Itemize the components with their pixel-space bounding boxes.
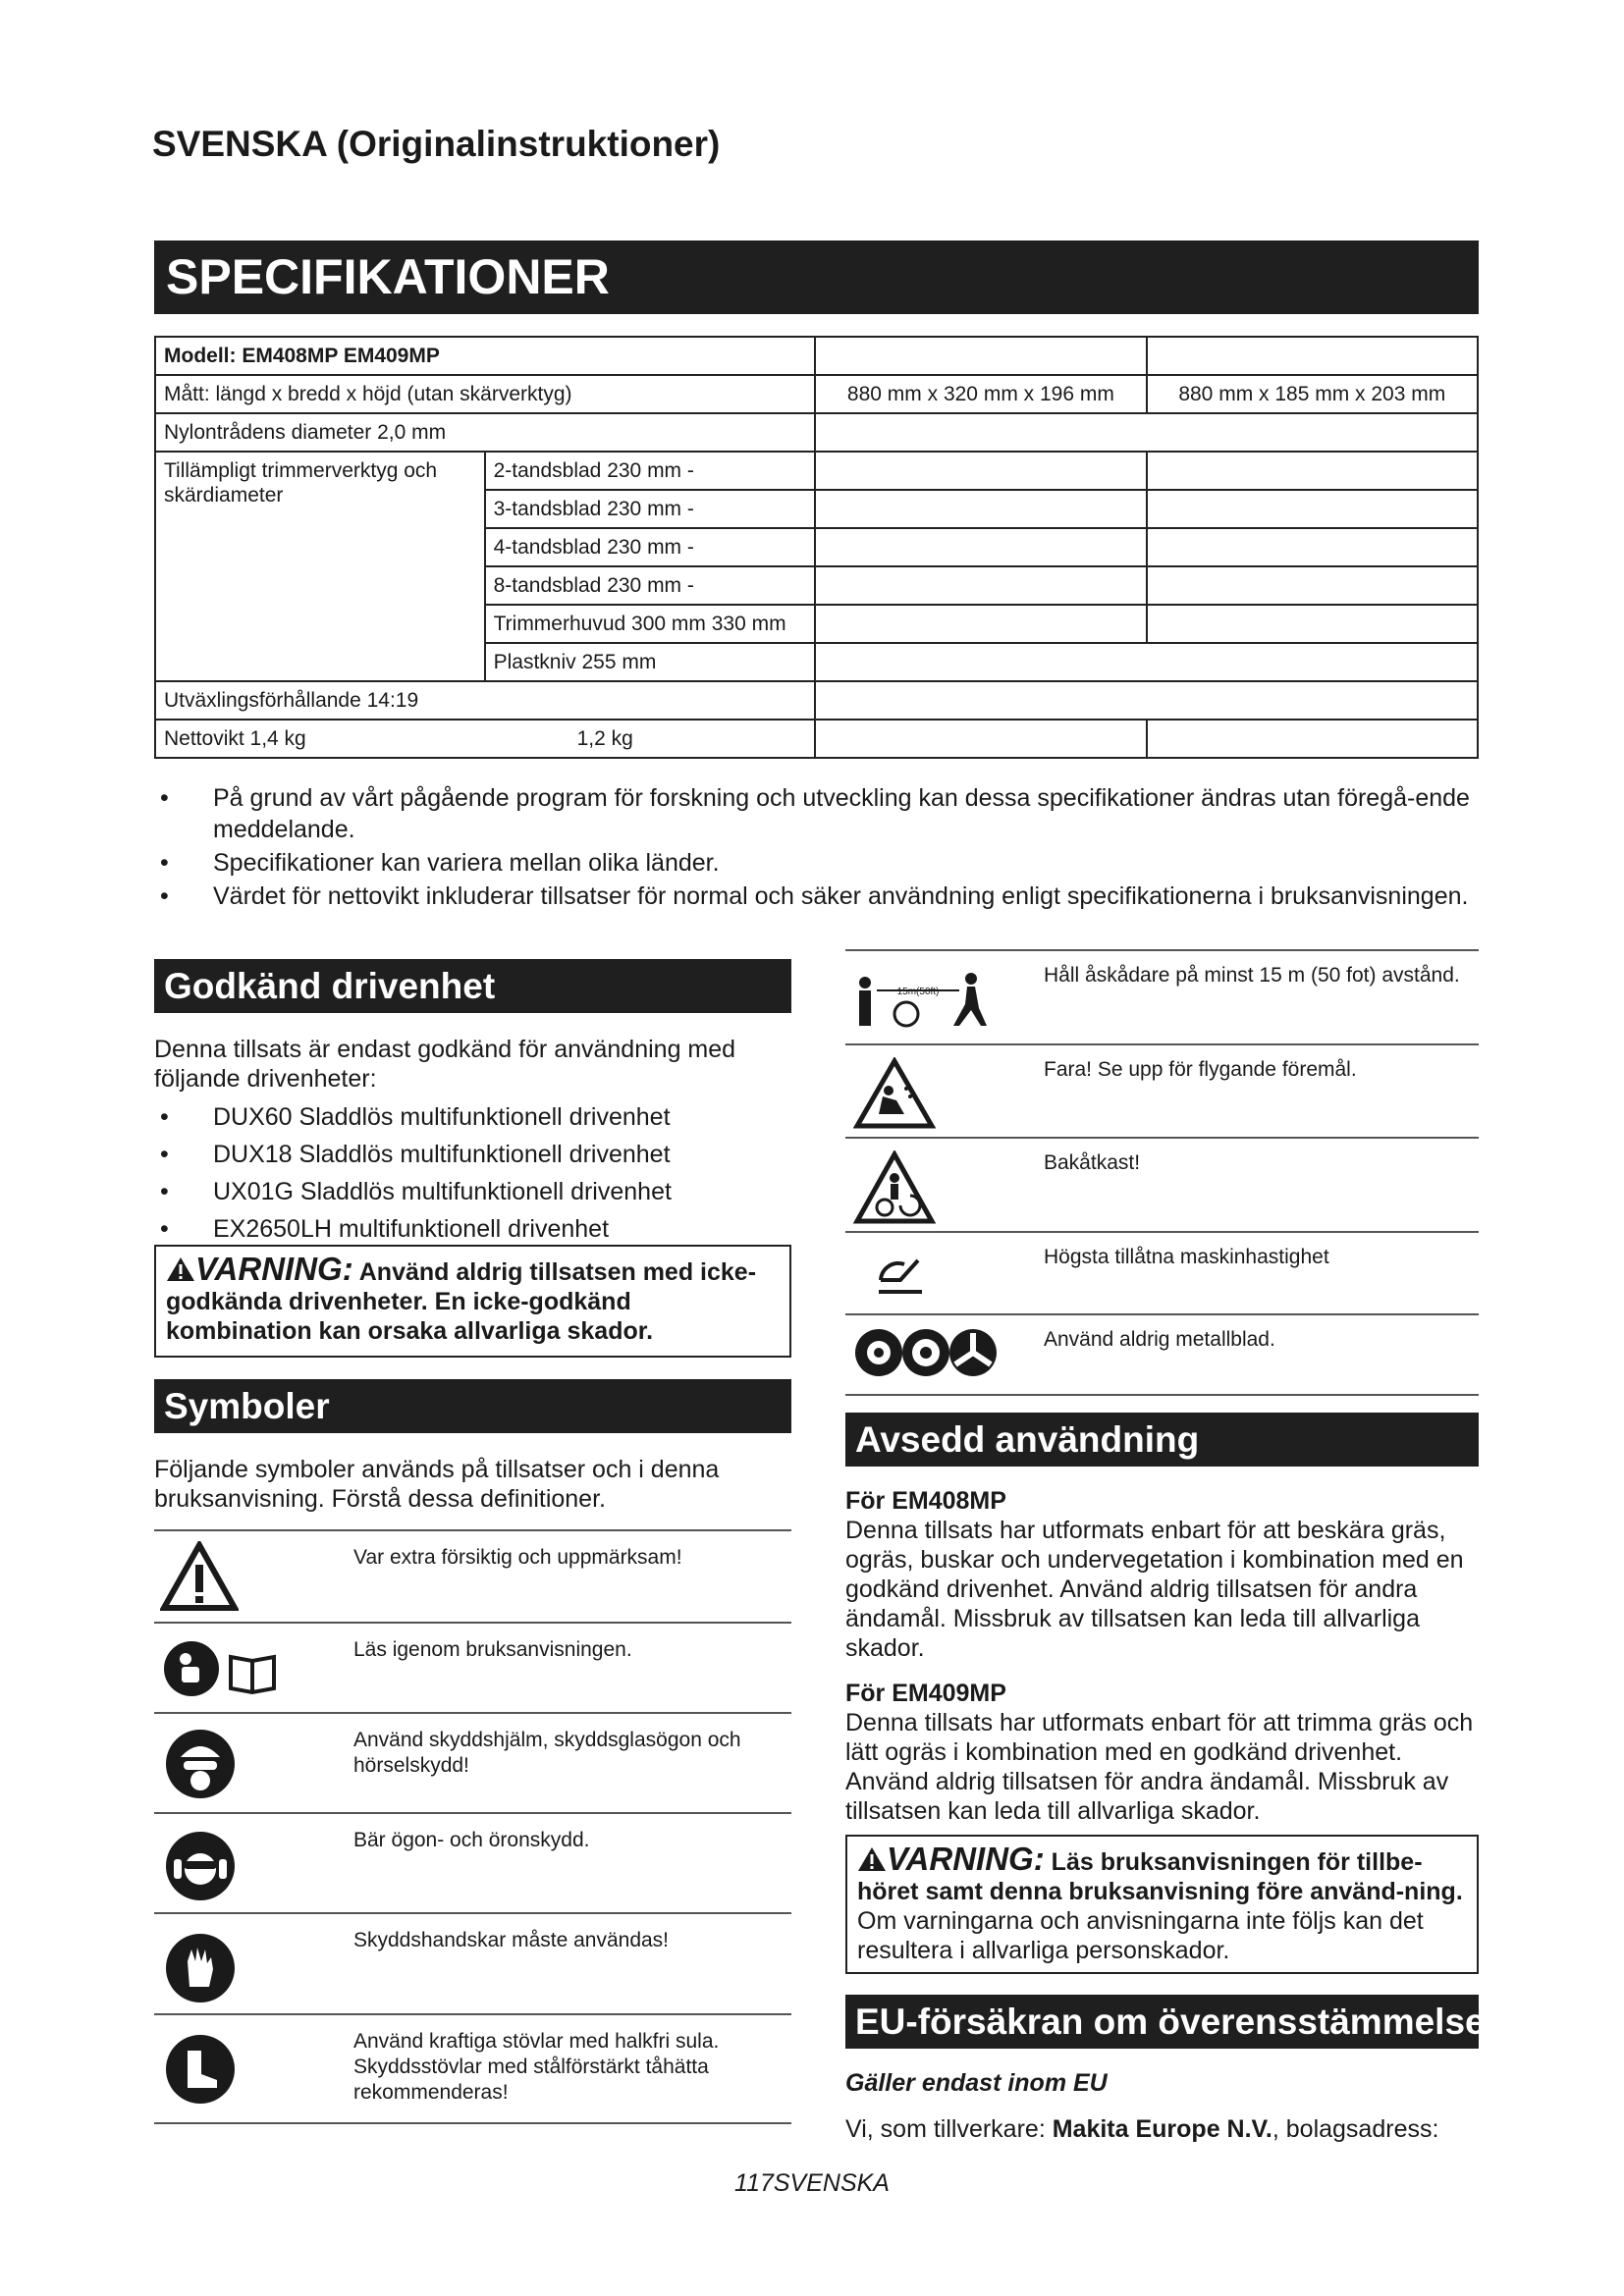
no-metal-blade-icon [853, 1325, 1001, 1380]
dimensions-label: Mått: längd x bredd x höjd (utan skärverktyg) [155, 375, 815, 413]
list-item: • DUX60 Sladdlös multifunktionell drivenhet [154, 1099, 783, 1135]
warning-triangle-icon [166, 1256, 195, 1282]
symbol-row [154, 1912, 791, 2015]
eu-company: Makita Europe N.V. [1052, 2115, 1272, 2143]
warning-text: Använd aldrig tillsatsen med icke-godkända drivenheter. En icke-godkänd kombination kan orsaka allvarliga skador. [166, 1258, 757, 1345]
symbol-row [154, 1712, 791, 1814]
gloves-icon [164, 1932, 237, 2004]
symbol-text: Använd kraftiga stövlar med halkfri sula. Skyddsstövlar med stålförstärkt tåhätta rekommenderas! [353, 2030, 720, 2104]
tool-cell: 4-tandsblad 230 mm - [485, 528, 816, 566]
em408-text: Denna tillsats har utformats enbart för att beskära gräs, ogräs, buskar och undervegetation i kombination med en godkänd drivenhet. Använd aldrig tillsatsen för andra ändamål. Missbruk av tillsatsen kan leda till allvarliga skador. [845, 1517, 1464, 1662]
page-number: 117SVENSKA [734, 2169, 890, 2197]
eu-text [845, 2114, 1484, 2144]
warning-word: VARNING: [195, 1251, 353, 1287]
symbol-row [154, 1812, 791, 1914]
gear-cell: Utväxlingsförhållande 14:19 [155, 681, 815, 720]
em409-heading: För EM409MP [845, 1680, 1006, 1707]
nylon-cell: Nylontrådens diameter 2,0 mm [155, 413, 815, 452]
table-cell [815, 643, 1478, 681]
specification-notes [154, 782, 1479, 914]
symbol-row [845, 949, 1479, 1045]
symbol-row [845, 1313, 1479, 1396]
eu-text-prefix: Vi, som tillverkare: [845, 2115, 1046, 2143]
read-manual-icon [162, 1637, 280, 1700]
symbol-row [154, 2013, 791, 2124]
table-cell [815, 528, 1146, 566]
list-item: • På grund av vårt pågående program för forskning och utveckling kan dessa specifikationer ändras utan föregå-ende meddelande. [154, 782, 1479, 845]
list-item: • Specifikationer kan variera mellan olika länder. [154, 847, 1479, 879]
symbol-text: Använd skyddshjälm, skyddsglasögon och hörselskydd! [353, 1729, 741, 1777]
table-cell [1147, 452, 1478, 490]
weight-second: 1,2 kg [576, 726, 633, 750]
symbol-text: Bakåtkast! [1044, 1151, 1141, 1174]
symbol-row [845, 1231, 1479, 1315]
weight-cell [155, 720, 815, 758]
table-cell [1147, 490, 1478, 528]
table-cell [815, 337, 1146, 375]
table-cell [1147, 528, 1478, 566]
tool-cell: 8-tandsblad 230 mm - [485, 566, 816, 605]
tool-cell: 3-tandsblad 230 mm - [485, 490, 816, 528]
approved-title: Godkänd drivenhet [154, 959, 791, 1013]
table-cell [815, 566, 1146, 605]
specifications-table [154, 336, 1479, 759]
table-row [155, 337, 1478, 375]
language-heading: SVENSKA (Originalinstruktioner) [152, 124, 721, 164]
approved-intro: Denna tillsats är endast godkänd för användning med följande drivenheter: [154, 1036, 736, 1093]
table-cell [815, 490, 1146, 528]
symbol-row [154, 1622, 791, 1714]
symbol-row [154, 1529, 791, 1624]
eye-ear-protection-icon [164, 1830, 237, 1902]
dimensions-em409: 880 mm x 185 mm x 203 mm [1147, 375, 1478, 413]
max-speed-icon [875, 1247, 926, 1302]
list-item: • Värdet för nettovikt inkluderar tillsatser för normal och säker användning enligt specifikationerna i bruksanvisningen. [154, 881, 1479, 912]
list-item: • UX01G Sladdlös multifunktionell drivenhet [154, 1174, 783, 1209]
eu-scope: Gäller endast inom EU [845, 2069, 1108, 2097]
table-row [155, 452, 1478, 490]
keep-distance-icon [851, 969, 999, 1032]
tool-cell: Trimmerhuvud 300 mm 330 mm [485, 605, 816, 643]
tool-cell: 2-tandsblad 230 mm - [485, 452, 816, 490]
table-cell [815, 605, 1146, 643]
model-cell: Modell: EM408MP EM409MP [155, 337, 815, 375]
symbol-row [845, 1137, 1479, 1233]
table-row [155, 720, 1478, 758]
distance-label: 15m(50ft) [896, 987, 940, 997]
intended-use-warning [845, 1835, 1479, 1974]
symbol-text: Använd aldrig metallblad. [1044, 1328, 1275, 1351]
warning-triangle-icon [160, 1541, 239, 1612]
table-cell [1147, 720, 1478, 758]
eu-text-suffix: , bolagsadress: [1272, 2115, 1439, 2143]
table-cell [1147, 566, 1478, 605]
tools-label: Tillämpligt trimmerverktyg och skärdiameter [155, 452, 485, 681]
table-cell [1147, 337, 1478, 375]
table-row [155, 681, 1478, 720]
boots-icon [164, 2033, 237, 2106]
symbols-intro: Följande symboler används på tillsatser och i denna bruksanvisning. Förstå dessa definitioner. [154, 1456, 720, 1513]
approved-units-list [154, 1099, 783, 1249]
symbol-row [845, 1043, 1479, 1139]
list-item: • EX2650LH multifunktionell drivenhet [154, 1211, 783, 1247]
symbol-text: Högsta tillåtna maskinhastighet [1044, 1246, 1329, 1268]
list-item: • DUX18 Sladdlös multifunktionell drivenhet [154, 1137, 783, 1172]
warning-bold-text: Läs bruksanvisningen för tillbe-höret samt denna bruksanvisning före använd-ning. [857, 1848, 1463, 1905]
symbol-text: Skyddshandskar måste användas! [353, 1929, 670, 1951]
flying-objects-icon [853, 1057, 936, 1130]
kickback-icon [853, 1150, 936, 1225]
warning-text: Om varningarna och anvisningarna inte följs kan det resultera i allvarliga personskador. [857, 1907, 1424, 1964]
table-row [155, 413, 1478, 452]
symbol-text: Fara! Se upp för flygande föremål. [1044, 1058, 1357, 1081]
table-cell [815, 413, 1478, 452]
eu-title: EU-försäkran om överensstämmelse [845, 1995, 1479, 2049]
em408-heading: För EM408MP [845, 1487, 1006, 1515]
warning-triangle-icon [857, 1846, 887, 1872]
symbol-text: Läs igenom bruksanvisningen. [353, 1638, 632, 1661]
intended-use-title: Avsedd användning [845, 1413, 1479, 1467]
symbol-text: Håll åskådare på minst 15 m (50 fot) avstånd. [1044, 964, 1460, 987]
table-cell [1147, 605, 1478, 643]
table-cell [815, 720, 1146, 758]
symbol-text: Bär ögon- och öronskydd. [353, 1829, 590, 1851]
helmet-goggles-earmuffs-icon [164, 1728, 237, 1800]
table-cell [815, 681, 1478, 720]
symbol-text: Var extra försiktig och uppmärksam! [353, 1546, 682, 1569]
approved-warning [154, 1245, 791, 1358]
em409-text: Denna tillsats har utformats enbart för att trimma gräs och lätt ogräs i kombination med en godkänd drivenhet. Använd aldrig tillsatsen för andra ändamål. Missbruk av tillsatsen kan leda till allvarliga skador. [845, 1709, 1474, 1825]
specifications-title: SPECIFIKATIONER [154, 240, 1479, 314]
weight-first: Nettovikt 1,4 kg [164, 726, 306, 750]
symbols-title: Symboler [154, 1379, 791, 1433]
tool-cell: Plastkniv 255 mm [485, 643, 816, 681]
table-row [155, 375, 1478, 413]
table-cell [815, 452, 1146, 490]
warning-word: VARNING: [887, 1841, 1045, 1877]
dimensions-em408: 880 mm x 320 mm x 196 mm [815, 375, 1146, 413]
